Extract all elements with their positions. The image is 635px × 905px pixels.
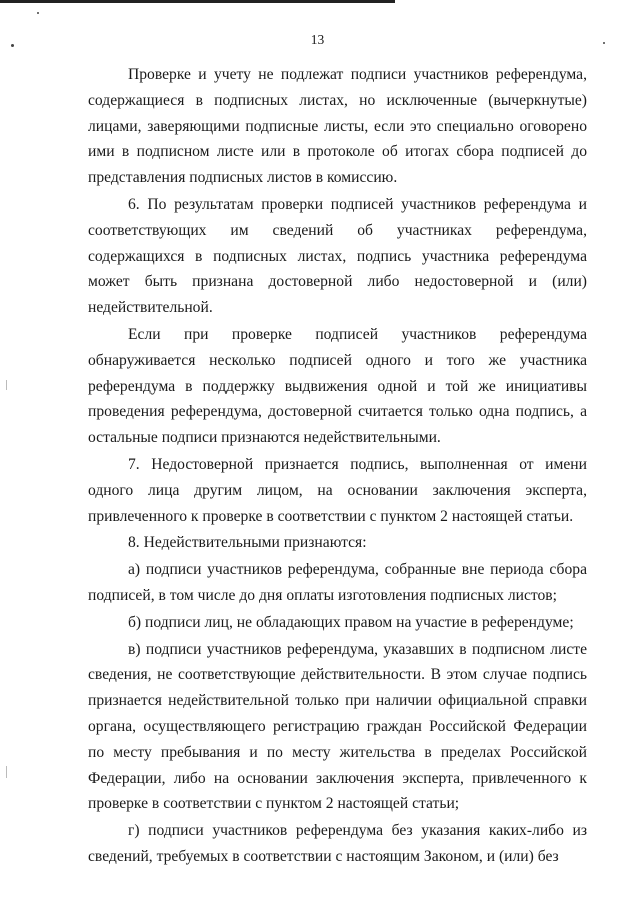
- paragraph: 6. По результатам проверки подписей участников референдума и соответствующих им сведений об участниках референдума, содержащихся в подписных листах, подпись участника референдума может быть признана достоверной либо недостоверной и (или) недействительной.: [88, 195, 587, 317]
- scan-edge-mark: [6, 380, 7, 390]
- paragraph: 8. Недействительными признаются:: [128, 534, 367, 552]
- document-body: [88, 62, 587, 870]
- page-number: 13: [310, 32, 325, 47]
- scan-speck: [37, 12, 39, 14]
- paragraph: 7. Недостоверной признается подпись, выполненная от имени одного лица другим лицом, на основании заключения эксперта, привлеченного к проверке в соответствии с пунктом 2 настоящей статьи.: [88, 455, 587, 525]
- paragraph: Проверке и учету не подлежат подписи участников референдума, содержащиеся в подписных листах, но исключенные (вычеркнутые) лицами, заверяющими подписные листы, если это специально оговорено ими в подписном листе или в протоколе об итогах сбора подписей до представления подписных листов в комиссию.: [88, 66, 587, 187]
- paragraph: в) подписи участников референдума, указавших в подписном листе сведения, не соответствующие действительности. В этом случае подпись признается недействительной только при наличии официальной справки органа, осуществляющего регистрацию граждан Российской Федерации по месту пребывания и по месту жительства в пределах Российской Федерации, либо на основании заключения эксперта, привлеченного к проверке в соответствии с пунктом 2 настоящей статьи;: [88, 640, 587, 813]
- paragraph: Если при проверке подписей участников референдума обнаруживается несколько подписей одного и того же участника референдума в поддержку выдвижения одной и той же инициативы проведения референдума, достоверной считается только одна подпись, а остальные подписи признаются недействительными.: [88, 325, 587, 447]
- top-border-line: [0, 0, 395, 3]
- paragraph: б) подписи лиц, не обладающих правом на участие в референдуме;: [128, 613, 574, 631]
- scan-edge-mark: [6, 766, 7, 778]
- paragraph: г) подписи участников референдума без указания каких-либо из сведений, требуемых в соответствии с настоящим Законом, и (или) без: [88, 822, 587, 865]
- paragraph: а) подписи участников референдума, собранные вне периода сбора подписей, в том числе до дня оплаты изготовления подписных листов;: [88, 561, 587, 604]
